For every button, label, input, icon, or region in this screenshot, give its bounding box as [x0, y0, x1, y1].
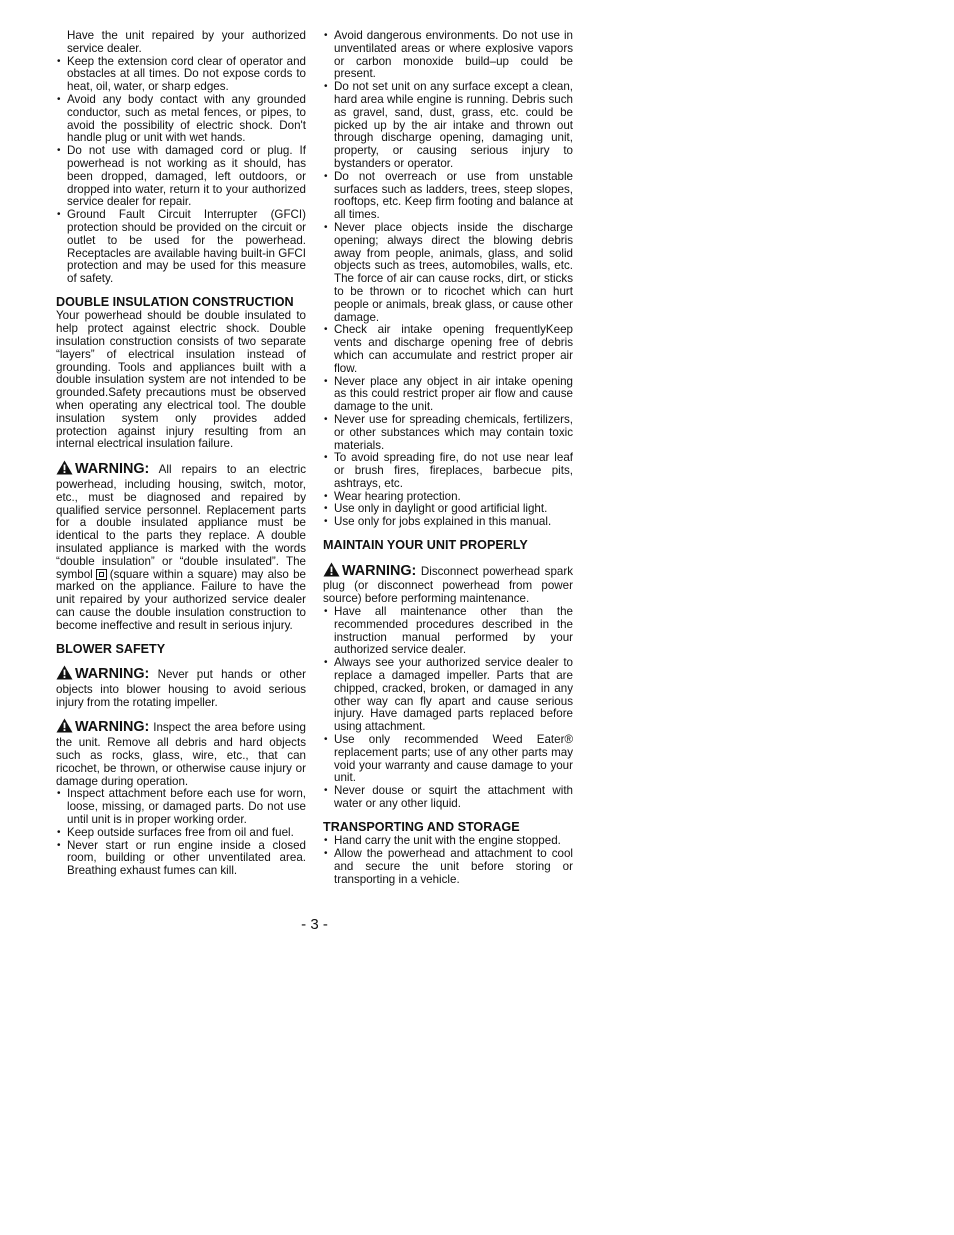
right-column: [323, 30, 573, 886]
list-item: • Hand carry the unit with the engine stopped.: [323, 835, 573, 848]
warning-inspect: [56, 718, 306, 788]
double-square-symbol-icon: [96, 569, 107, 580]
warning-text: Never put hands or other objects into blower housing to avoid serious injury from the rotating impeller.: [56, 668, 306, 709]
warning-maintenance: [323, 562, 573, 606]
warning-triangle-icon: [56, 665, 73, 684]
warning-triangle-icon: [323, 562, 340, 581]
list-item: • Do not set unit on any surface except a clean, hard area while engine is running. Debris such as gravel, sand, dust, grass, etc. could be picked up by the air intake and thrown out through discharge opening, damaging unit, property, or causing serious injury to bystanders or operator.: [323, 81, 573, 171]
heading-maintain: MAINTAIN YOUR UNIT PROPERLY: [323, 538, 528, 553]
warning-impeller: [56, 665, 306, 709]
list-item: • Use only recommended Weed Eater® replacement parts; use of any other parts may void your warranty and cause damage to your unit.: [323, 734, 573, 785]
list-item: • Never place any object in air intake opening as this could restrict proper air flow and cause damage to the unit.: [323, 376, 573, 414]
warning-label: WARNING:: [75, 461, 150, 478]
list-item: • Do not use with damaged cord or plug. If powerhead is not working as it should, has been dropped, damaged, left outdoors, or dropped into water, return it to your authorized service dealer for repair.: [56, 145, 306, 209]
warning-text: Disconnect powerhead spark plug (or disconnect powerhead from power source) before performing maintenance.: [323, 564, 573, 606]
double-insulation-text: Your powerhead should be double insulated to help protect against electric shock. Double insulation construction consists of two separate “layers” of electrical insulation instead of grounding. Tools and appliances built with a double insulation system are not intended to be grounded.Safety precautions must be observed when operating any electrical tool. The double insulation system only provides added protection against injury resulting from an internal electrical insulation failure.: [56, 309, 306, 451]
heading-transport: TRANSPORTING AND STORAGE: [323, 819, 520, 834]
warning-triangle-icon: [56, 460, 73, 479]
list-item: • Wear hearing protection.: [323, 491, 573, 504]
list-item: • Do not overreach or use from unstable surfaces such as ladders, trees, steep slopes, rooftops, etc. Keep firm footing and balance at all times.: [323, 171, 573, 222]
list-item: • Keep outside surfaces free from oil and fuel.: [56, 827, 306, 840]
maintenance-list: [323, 606, 573, 811]
list-item: • Never douse or squirt the attachment with water or any other liquid.: [323, 785, 573, 811]
page-number: - 3 -: [301, 916, 328, 933]
list-item: • Ground Fault Circuit Interrupter (GFCI) protection should be provided on the circuit or outlet to be used for the powerhead. Receptacles are available having built-in GFCI protection and may be used for this measure of safety.: [56, 209, 306, 286]
list-item: • Never start or run engine inside a closed room, building or other unventilated area. Breathing exhaust fumes can kill.: [56, 840, 306, 878]
warning-label: WARNING:: [75, 719, 150, 736]
transport-list: [323, 835, 573, 886]
list-item: • To avoid spreading fire, do not use near leaf or brush fires, fireplaces, barbecue pits, ashtrays, etc.: [323, 452, 573, 490]
list-item: • Use only for jobs explained in this manual.: [323, 516, 573, 529]
operation-safety-list: [323, 30, 573, 529]
heading-double-insulation: DOUBLE INSULATION CONSTRUCTION: [56, 294, 294, 309]
list-item: • Avoid any body contact with any grounded conductor, such as metal fences, or pipes, to avoid the possibility of electric shock. Don't handle plug or unit with wet hands.: [56, 94, 306, 145]
list-item: • Check air intake opening frequentlyKeep vents and discharge opening free of debris which can accumulate and restrict proper air flow.: [323, 324, 573, 375]
blower-safety-list: [56, 788, 306, 878]
warning-text: Inspect the area before using the unit. Remove all debris and hard objects such as rocks, glass, wire, etc., that can ricochet, be thrown, or otherwise cause injury or damage during operation.: [56, 721, 306, 788]
warning-triangle-icon: [56, 718, 73, 737]
continued-text: Have the unit repaired by your authorized service dealer.: [67, 29, 306, 55]
warning-label: WARNING:: [75, 666, 150, 683]
warning-text-cont: (square within a square) may also be marked on the appliance. Failure to have the unit repaired by your authorized service dealer can cause the double insulation construction to become ineffective and result in serious injury.: [56, 567, 306, 632]
list-item: • Avoid dangerous environments. Do not use in unventilated areas or where explosive vapors or carbon monoxide build–up could be present.: [323, 30, 573, 81]
warning-text: All repairs to an electric powerhead, including housing, switch, motor, etc., must be diagnosed and repaired by qualified service personnel. Replacement parts for a double insulated appliance must be identical to the parts they replace. A double insulated appliance is marked with the words “double insulation” or “double insulated”. The symbol: [56, 463, 306, 581]
list-item: • Always see your authorized service dealer to replace a damaged impeller. Parts that are chipped, cracked, broken, or damaged in any other way can fly apart and cause serious injury. Have damaged parts replaced before using attachment.: [323, 657, 573, 734]
list-item: • Never use for spreading chemicals, fertilizers, or other substances which may contain toxic materials.: [323, 414, 573, 452]
warning-label: WARNING:: [342, 562, 417, 579]
list-item: • Use only in daylight or good artificial light.: [323, 503, 573, 516]
heading-blower-safety: BLOWER SAFETY: [56, 641, 166, 656]
warning-repairs: [56, 460, 306, 632]
electrical-safety-list: [56, 56, 306, 286]
left-column: [56, 30, 306, 878]
list-item: • Keep the extension cord clear of operator and obstacles at all times. Do not expose cords to heat, oil, water, or sharp edges.: [56, 56, 306, 94]
list-item: • Never place objects inside the discharge opening; always direct the blowing debris away from people, animals, glass, and solid objects such as trees, automobiles, walls, etc. The force of air can cause rocks, dirt, or sticks to be thrown or to ricochet which can hurt people or animals, break glass, or cause other damage.: [323, 222, 573, 324]
list-item: • Inspect attachment before each use for worn, loose, missing, or damaged parts. Do not use until unit is in proper working order.: [56, 788, 306, 826]
list-item: • Have all maintenance other than the recommended procedures described in the instruction manual performed by your authorized service dealer.: [323, 606, 573, 657]
list-item: • Allow the powerhead and attachment to cool and secure the unit before storing or transporting in a vehicle.: [323, 848, 573, 886]
